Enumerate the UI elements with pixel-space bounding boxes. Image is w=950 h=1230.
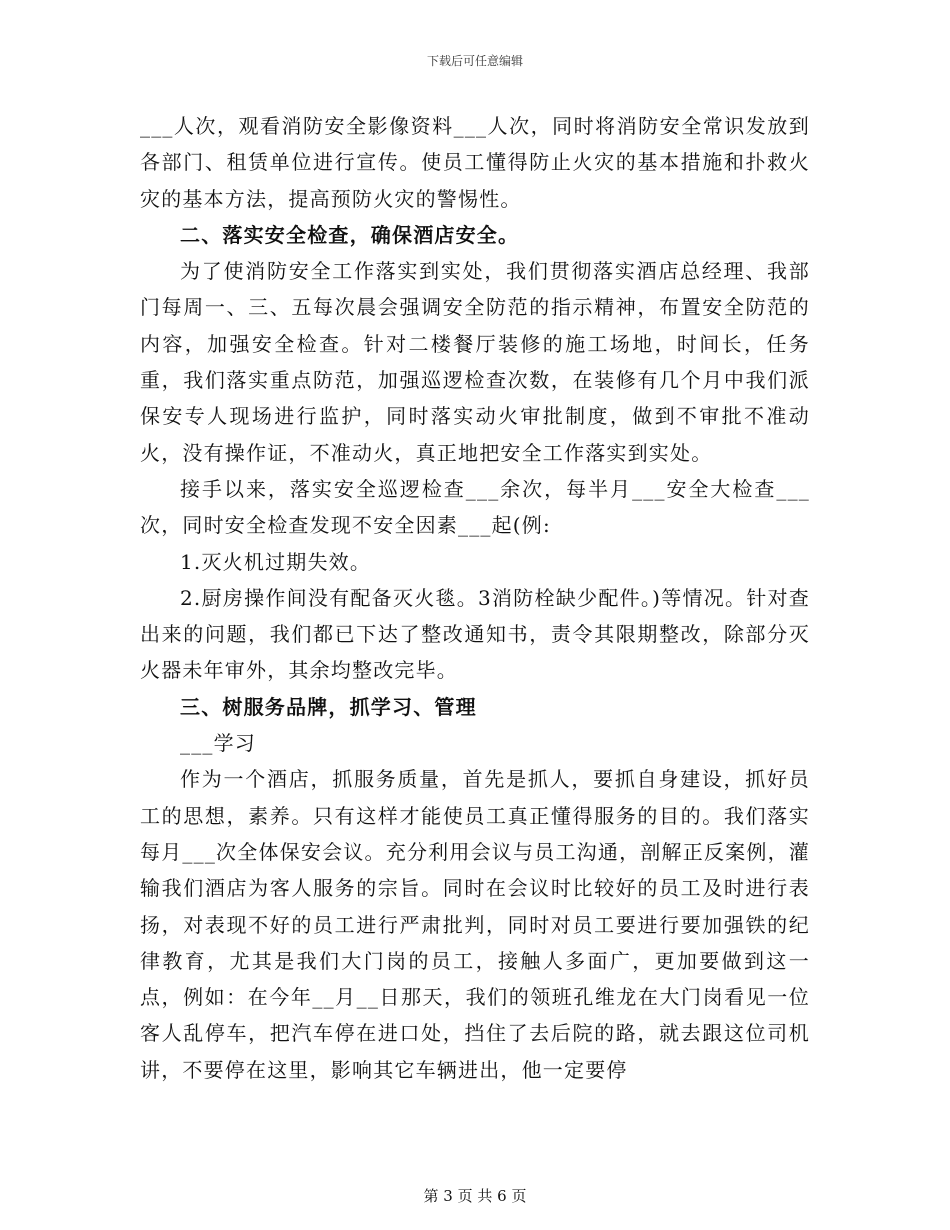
paragraph-4: 接手以来，落实安全巡逻检查___余次，每半月___安全大检查___次，同时安全检查发现不安全因素___起(例: bbox=[140, 476, 810, 538]
section-heading-3: 三、树服务品牌，抓学习、管理 bbox=[180, 694, 477, 719]
list-item-2: 2.厨房操作间没有配备灭火毯。3消防栓缺少配件。)等情况。针对查出来的问题，我们都已下达了整改通知书，责令其限期整改，除部分灭火器未年审外，其余均整改完毕。 bbox=[140, 585, 810, 683]
page-header-note: 下载后可任意编辑 bbox=[426, 54, 523, 68]
section-heading-2: 二、落实安全检查，确保酒店安全。 bbox=[180, 222, 520, 247]
paragraph-1: ___人次，观看消防安全影像资料___人次，同时将消防安全常识发放到各部门、租赁单位进行宣传。使员工懂得防止火灾的基本措施和扑救火灾的基本方法，提高预防火灾的警惕性。 bbox=[140, 114, 810, 211]
list-item-1: 1.灭火机过期失效。 bbox=[180, 549, 372, 574]
paragraph-9: 作为一个酒店，抓服务质量，首先是抓人，要抓自身建设，抓好员工的思想，素养。只有这样才能使员工真正懂得服务的目的。我们落实每月___次全体保安会议。充分利用会议与员工沟通，剖解正反案例，灌输我们酒店为客人服务的宗旨。同时在会议时比较好的员工及时进行表扬，对表现不好的员工进行严肃批判，同时对员工要进行要加强铁的纪律教育，尤其是我们大门岗的员工，接触人多面广，更加要做到这一点，例如：在今年__月__日那天，我们的领班孔维龙在大门岗看见一位客人乱停车，把汽车停在进口处，挡住了去后院的路，就去跟这位司机讲，不要停在这里，影响其它车辆进出，他一定要停 bbox=[140, 767, 810, 1082]
subheading-study: ___学习 bbox=[180, 731, 256, 756]
document-body bbox=[140, 108, 810, 1088]
page-number: 第 3 页 共 6 页 bbox=[423, 1187, 527, 1205]
paragraph-3: 为了使消防安全工作落实到实处，我们贯彻落实酒店总经理、我部门每周一、三、五每次晨会强调安全防范的指示精神，布置安全防范的内容，加强安全检查。针对二楼餐厅装修的施工场地，时间长，任务重，我们落实重点防范，加强巡逻检查次数，在装修有几个月中我们派保安专人现场进行监护，同时落实动火审批制度，做到不审批不准动火，没有操作证，不准动火，真正地把安全工作落实到实处。 bbox=[140, 259, 810, 465]
